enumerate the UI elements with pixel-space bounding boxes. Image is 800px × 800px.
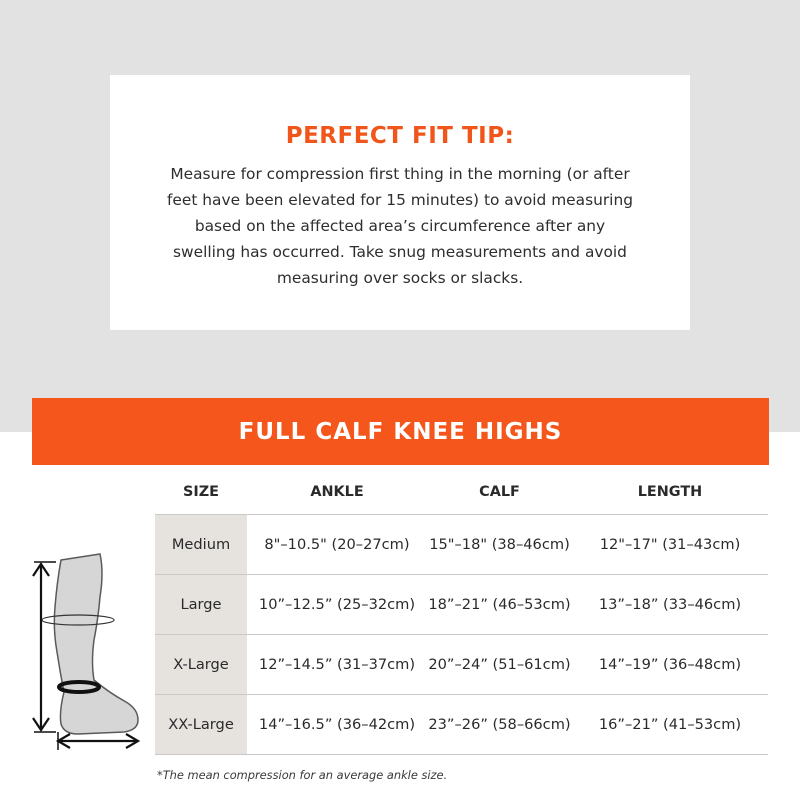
fit-tip-card — [110, 75, 690, 330]
fit-tip-title: PERFECT FIT TIP: — [285, 123, 515, 149]
size-chart-header-bar — [32, 398, 769, 465]
size-cell: XX-Large — [155, 695, 247, 755]
length-cell: 14”–19” (36–48cm) — [572, 635, 768, 695]
size-cell: Large — [155, 575, 247, 635]
calf-cell: 23”–26” (58–66cm) — [427, 695, 572, 755]
fit-tip-body: Measure for compression first thing in the morning (or after feet have been elevated for 15 minutes) to avoid measuring based on the affected area’s circumference after any swelling has occurred. Take snug measurements and avoid measuring over socks or slacks. — [167, 165, 633, 287]
leg-icon — [54, 554, 138, 734]
calf-cell: 15"–18" (38–46cm) — [427, 515, 572, 575]
ankle-cell: 8"–10.5" (20–27cm) — [247, 515, 427, 575]
header-size: SIZE — [155, 470, 247, 515]
table-row — [155, 575, 768, 635]
ankle-cell: 10”–12.5” (25–32cm) — [247, 575, 427, 635]
size-cell: X-Large — [155, 635, 247, 695]
length-cell: 16”–21” (41–53cm) — [572, 695, 768, 755]
header-ankle: ANKLE — [247, 470, 427, 515]
calf-cell: 20”–24” (51–61cm) — [427, 635, 572, 695]
length-cell: 12"–17" (31–43cm) — [572, 515, 768, 575]
length-cell: 13”–18” (33–46cm) — [572, 575, 768, 635]
leg-measurement-illustration — [28, 552, 148, 752]
header-calf: CALF — [427, 470, 572, 515]
ankle-cell: 14”–16.5” (36–42cm) — [247, 695, 427, 755]
ankle-cell: 12”–14.5” (31–37cm) — [247, 635, 427, 695]
table-header-row — [155, 470, 768, 515]
table-row — [155, 635, 768, 695]
size-chart-table — [155, 470, 768, 755]
size-chart-title: FULL CALF KNEE HIGHS — [238, 418, 563, 445]
footnote: *The mean compression for an average ankle size. — [157, 768, 448, 782]
header-length: LENGTH — [572, 470, 768, 515]
calf-cell: 18”–21” (46–53cm) — [427, 575, 572, 635]
table-row — [155, 515, 768, 575]
table-row — [155, 695, 768, 755]
size-cell: Medium — [155, 515, 247, 575]
